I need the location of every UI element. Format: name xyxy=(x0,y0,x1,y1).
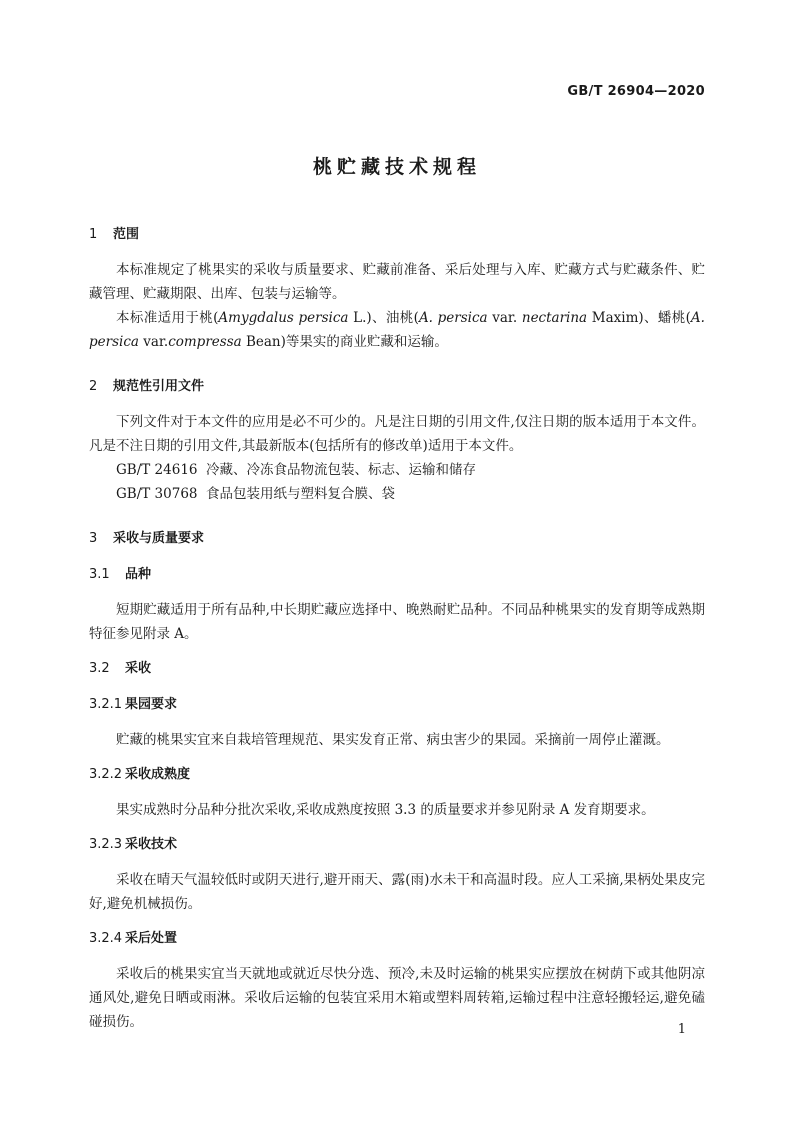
reference-title: 食品包装用纸与塑料复合膜、袋 xyxy=(206,486,395,502)
section-number: 1 xyxy=(89,227,98,242)
subsection-3-2-2-text: 果实成熟时分品种分批次采收,采收成熟度按照 3.3 的质量要求并参见附录 A 发育期要求。 xyxy=(116,802,655,818)
section-3-heading xyxy=(89,526,705,552)
section-1-paragraph-2: 本标准适用于桃(Amygdalus persica L.)、油桃(A. persica var. nectarina Maxim)、蟠桃(A. persica var.compressa Bean)等果实的商业贮藏和运输。 xyxy=(89,310,705,350)
subsection-3-1-text: 短期贮藏适用于所有品种,中长期贮藏应选择中、晚熟耐贮品种。不同品种桃果实的发育期等成熟期特征参见附录 A。 xyxy=(89,602,705,642)
reference-code: GB/T 30768 xyxy=(116,486,198,502)
standard-code: GB/T 26904—2020 xyxy=(567,84,705,99)
section-1-paragraph-1: 本标准规定了桃果实的采收与质量要求、贮藏前准备、采后处理与入库、贮藏方式与贮藏条件、贮藏管理、贮藏期限、出库、包装与运输等。 xyxy=(89,262,705,302)
section-2-paragraph-1: 下列文件对于本文件的应用是必不可少的。凡是注日期的引用文件,仅注日期的版本适用于本文件。凡是不注日期的引用文件,其最新版本(包括所有的修改单)适用于本文件。 xyxy=(89,414,705,454)
reference-item xyxy=(89,458,705,482)
subsection-3-2-4-text: 采收后的桃果实宜当天就地或就近尽快分选、预冷,未及时运输的桃果实应摆放在树荫下或其他阴凉通风处,避免日晒或雨淋。采收后运输的包装宜采用木箱或塑料周转箱,运输过程中注意轻搬轻运,避免磕碰损伤。 xyxy=(89,966,705,1030)
reference-item xyxy=(89,482,705,506)
subsection-3-2-3-text: 采收在晴天气温较低时或阴天进行,避开雨天、露(雨)水未干和高温时段。应人工采摘,果柄处果皮完好,避免机械损伤。 xyxy=(89,872,705,912)
section-1-heading xyxy=(89,222,705,248)
section-number: 3 xyxy=(89,531,98,546)
section-2-heading xyxy=(89,374,705,400)
section-title: 采收与质量要求 xyxy=(113,531,205,546)
subsection-3-2-heading: 3.2 采收 xyxy=(89,661,152,676)
subsection-3-2-2-heading: 3.2.2 采收成熟度 xyxy=(89,767,191,782)
reference-title: 冷藏、冷冻食品物流包装、标志、运输和储存 xyxy=(206,462,476,478)
section-number: 2 xyxy=(89,379,98,394)
subsection-3-1-heading: 3.1 品种 xyxy=(89,567,152,582)
document-body xyxy=(89,222,705,1034)
subsection-3-2-1-heading: 3.2.1 果园要求 xyxy=(89,697,178,712)
section-title: 规范性引用文件 xyxy=(113,379,205,394)
subsection-3-2-3-heading: 3.2.3 采收技术 xyxy=(89,837,178,852)
subsection-3-2-1-text: 贮藏的桃果实宜来自栽培管理规范、果实发育正常、病虫害少的果园。采摘前一周停止灌溉。 xyxy=(116,732,670,748)
subsection-3-2-4-heading: 3.2.4 采后处置 xyxy=(89,931,178,946)
reference-code: GB/T 24616 xyxy=(116,462,198,478)
document-title: 桃贮藏技术规程 xyxy=(312,156,481,178)
page-number: 1 xyxy=(677,1022,686,1037)
section-title: 范围 xyxy=(113,227,140,242)
